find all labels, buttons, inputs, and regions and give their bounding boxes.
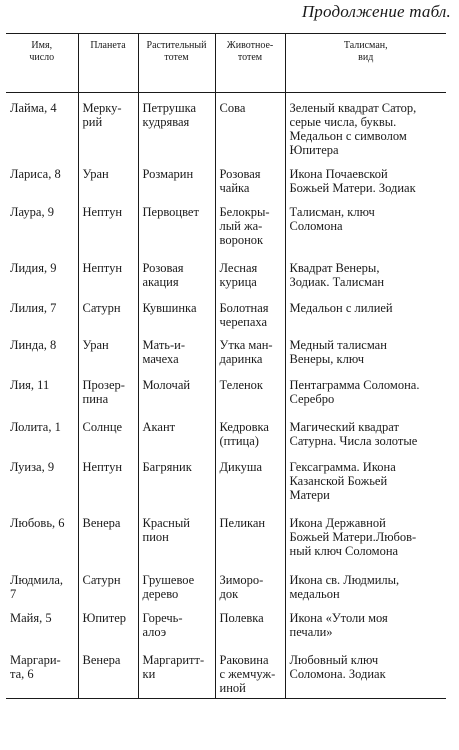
planet-cell: Нептун — [78, 458, 138, 514]
animal-totem-cell: Полевка — [215, 609, 285, 651]
plant-totem-cell: Акант — [138, 418, 215, 458]
name-cell: Лаура, 9 — [10, 204, 54, 219]
planet-cell: Мерку- рий — [78, 93, 138, 165]
talisman-cell: Икона «Утоли моя печали» — [285, 609, 446, 651]
planet-cell: Уран — [78, 165, 138, 203]
animal-totem-cell: Теленок — [215, 376, 285, 418]
planet-cell: Юпитер — [78, 609, 138, 651]
name-cell: Лидия, 9 — [10, 260, 57, 275]
talisman-cell: Талисман, ключ Соломона — [285, 203, 446, 259]
name-cell: Майя, 5 — [10, 610, 52, 625]
continuation-label: Продолжение табл. — [301, 2, 451, 21]
talisman-cell: Медальон с лилией — [285, 299, 446, 336]
animal-totem-cell: Розовая чайка — [215, 165, 285, 203]
plant-totem-cell: Розмарин — [138, 165, 215, 203]
planet-cell: Нептун — [78, 203, 138, 259]
planet-cell: Нептун — [78, 259, 138, 299]
plant-totem-cell: Маргаритт- ки — [138, 651, 215, 699]
table-row — [6, 299, 446, 336]
talisman-cell: Икона Державной Божьей Матери.Любов- ный ключ Соломона — [285, 514, 446, 571]
header-animal-totem: Животное- тотем — [215, 34, 285, 93]
planet-cell: Сатурн — [78, 299, 138, 336]
name-cell: Луиза, 9 — [10, 459, 55, 474]
plant-totem-cell: Грушевое дерево — [138, 571, 215, 609]
header-planet: Планета — [78, 34, 138, 93]
name-cell: Маргари- та, 6 — [6, 651, 78, 699]
planet-cell: Сатурн — [78, 571, 138, 609]
animal-totem-cell: Болотная черепаха — [215, 299, 285, 336]
table-row — [6, 571, 446, 609]
plant-totem-cell: Багряник — [138, 458, 215, 514]
talisman-cell: Медный талисман Венеры, ключ — [285, 336, 446, 376]
plant-totem-cell: Первоцвет — [138, 203, 215, 259]
plant-totem-cell: Петрушка кудрявая — [138, 93, 215, 165]
name-cell: Лилия, 7 — [10, 300, 57, 315]
animal-totem-cell: Дикуша — [215, 458, 285, 514]
animal-totem-cell: Утка ман- даринка — [215, 336, 285, 376]
table-row — [6, 514, 446, 571]
planet-cell: Уран — [78, 336, 138, 376]
table-row — [6, 336, 446, 376]
talisman-cell: Икона Почаевской Божьей Матери. Зодиак — [285, 165, 446, 203]
plant-totem-cell: Горечь- алоэ — [138, 609, 215, 651]
talisman-cell: Квадрат Венеры, Зодиак. Талисман — [285, 259, 446, 299]
table-row — [6, 418, 446, 458]
plant-totem-cell: Молочай — [138, 376, 215, 418]
talisman-cell: Икона св. Людмилы, медальон — [285, 571, 446, 609]
table-row — [6, 203, 446, 259]
talisman-cell: Пентаграмма Соломона. Серебро — [285, 376, 446, 418]
plant-totem-cell: Кувшинка — [138, 299, 215, 336]
animal-totem-cell: Раковина с жемчуж- иной — [215, 651, 285, 699]
animal-totem-cell: Сова — [215, 93, 285, 165]
animal-totem-cell: Зиморо- док — [215, 571, 285, 609]
table-row — [6, 376, 446, 418]
planet-cell: Венера — [78, 514, 138, 571]
table-row — [6, 259, 446, 299]
name-cell: Лариса, 8 — [10, 166, 61, 181]
planet-cell: Солнце — [78, 418, 138, 458]
animal-totem-cell: Пеликан — [215, 514, 285, 571]
header-plant-totem: Растительный тотем — [138, 34, 215, 93]
header-talisman: Талисман, вид — [285, 34, 446, 93]
name-cell: Любовь, 6 — [10, 515, 65, 530]
name-cell: Людмила, 7 — [10, 572, 64, 601]
table-row — [6, 165, 446, 203]
name-cell: Лайма, 4 — [10, 101, 57, 115]
planet-cell: Венера — [78, 651, 138, 699]
animal-totem-cell: Белокры- лый жа- воронок — [215, 203, 285, 259]
table-header-row — [6, 34, 446, 93]
planet-cell: Прозер- пина — [78, 376, 138, 418]
table-row — [6, 651, 446, 699]
table-row — [6, 609, 446, 651]
animal-totem-cell: Лесная курица — [215, 259, 285, 299]
talisman-cell: Зеленый квадрат Сатор, серые числа, буквы. Медальон с символом Юпитера — [285, 93, 446, 165]
talisman-table — [6, 33, 446, 699]
plant-totem-cell: Мать-и- мачеха — [138, 336, 215, 376]
name-cell: Лия, 11 — [10, 377, 50, 392]
header-name-number: Имя, число — [6, 34, 78, 93]
plant-totem-cell: Красный пион — [138, 514, 215, 571]
table-row — [6, 93, 446, 165]
talisman-cell: Магический квадрат Сатурна. Числа золотые — [285, 418, 446, 458]
table-row — [6, 458, 446, 514]
talisman-cell: Гексаграмма. Икона Казанской Божьей Матери — [285, 458, 446, 514]
name-cell: Линда, 8 — [10, 337, 57, 352]
talisman-cell: Любовный ключ Соломона. Зодиак — [285, 651, 446, 699]
name-cell: Лолита, 1 — [10, 419, 61, 434]
plant-totem-cell: Розовая акация — [138, 259, 215, 299]
animal-totem-cell: Кедровка (птица) — [215, 418, 285, 458]
